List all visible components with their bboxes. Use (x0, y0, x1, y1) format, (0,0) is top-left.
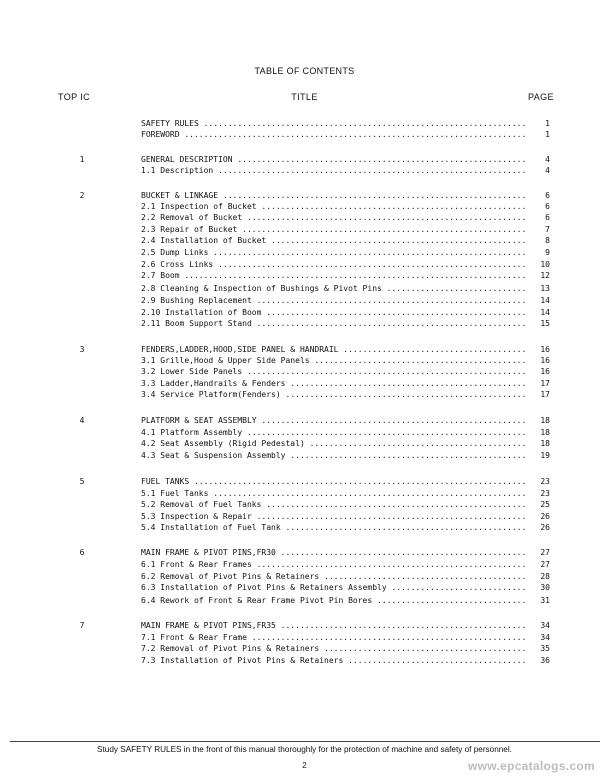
toc-topic-number: 7 (79, 621, 85, 630)
toc-row (0, 259, 609, 270)
toc-row (0, 295, 609, 306)
toc-entry-title: 6.3 Installation of Pivot Pins & Retainers Assembly ..... (141, 582, 525, 593)
column-header-title: TITLE (291, 92, 318, 102)
toc-row (0, 643, 609, 654)
toc-row (0, 522, 609, 533)
toc-entry-title: MAIN FRAME & PIVOT PINS,FR30 ..... (141, 547, 525, 558)
toc-page-number: 26 (540, 523, 550, 532)
toc-entry-title: SAFETY RULES ..... (141, 118, 525, 129)
toc-row (0, 582, 609, 593)
toc-row (0, 307, 609, 318)
toc-entry-title: 2.7 Boom ..... (141, 270, 525, 281)
footer-note: Study SAFETY RULES in the front of this manual thoroughly for the protection of machine and safety of personnel. (97, 745, 512, 754)
toc-page-number: 18 (540, 439, 550, 448)
toc-page-number: 6 (545, 213, 550, 222)
toc-entry-title: 4.3 Seat & Suspension Assembly ..... (141, 450, 525, 461)
toc-entry-title: FOREWORD ..... (141, 129, 525, 140)
toc-row (0, 488, 609, 499)
toc-row (0, 270, 609, 281)
toc-page-number: 18 (540, 428, 550, 437)
toc-page-number: 27 (540, 548, 550, 557)
toc-entry-title: 5.4 Installation of Fuel Tank ..... (141, 522, 525, 533)
toc-topic-number: 2 (79, 191, 85, 200)
toc-row (0, 632, 609, 643)
toc-row (0, 318, 609, 329)
toc-entry-title: 3.4 Service Platform(Fenders) ..... (141, 389, 525, 400)
footer-divider (10, 741, 600, 742)
toc-page-number: 12 (540, 271, 550, 280)
toc-row (0, 201, 609, 212)
toc-page-number: 36 (540, 656, 550, 665)
toc-entry-title: 3.2 Lower Side Panels ..... (141, 366, 525, 377)
toc-row (0, 366, 609, 377)
toc-row (0, 595, 609, 606)
toc-page-number: 6 (545, 191, 550, 200)
toc-page-number: 34 (540, 633, 550, 642)
toc-entry-title: 4.2 Seat Assembly (Rigid Pedestal) ..... (141, 438, 525, 449)
toc-page-number: 15 (540, 319, 550, 328)
toc-page-number: 30 (540, 583, 550, 592)
column-header-page: PAGE (528, 92, 554, 102)
toc-entry-title: 2.5 Dump Links ..... (141, 247, 525, 258)
toc-page-number: 19 (540, 451, 550, 460)
toc-entry-title: FENDERS,LADDER,HOOD,SIDE PANEL & HANDRAIL ..... (141, 344, 525, 355)
toc-entry-title: PLATFORM & SEAT ASSEMBLY ..... (141, 415, 525, 426)
toc-entry-title: 2.2 Removal of Bucket ..... (141, 212, 525, 223)
toc-entry-title: 5.3 Inspection & Repair ..... (141, 511, 525, 522)
toc-row (0, 355, 609, 366)
toc-topic-number: 6 (79, 548, 85, 557)
toc-page-number: 34 (540, 621, 550, 630)
toc-topic-number: 1 (79, 155, 85, 164)
toc-entry-title: FUEL TANKS ..... (141, 476, 525, 487)
toc-entry-title: 7.2 Removal of Pivot Pins & Retainers ..... (141, 643, 525, 654)
page-number: 2 (302, 761, 307, 770)
toc-page-number: 18 (540, 416, 550, 425)
toc-entry-title: 2.11 Boom Support Stand ..... (141, 318, 525, 329)
toc-row (0, 389, 609, 400)
toc-page-number: 17 (540, 390, 550, 399)
toc-row (0, 165, 609, 176)
toc-page-number: 28 (540, 572, 550, 581)
toc-row (0, 118, 609, 129)
toc-entry-title: 2.9 Bushing Replacement ..... (141, 295, 525, 306)
toc-row (0, 620, 609, 631)
toc-row (0, 438, 609, 449)
toc-topic-number: 5 (79, 477, 85, 486)
toc-row (0, 378, 609, 389)
toc-entry-title: 5.2 Removal of Fuel Tanks ..... (141, 499, 525, 510)
toc-page-number: 6 (545, 202, 550, 211)
toc-entry-title: 2.8 Cleaning & Inspection of Bushings & Pivot Pins ..... (141, 283, 525, 294)
toc-page-number: 23 (540, 477, 550, 486)
toc-entry-title: GENERAL DESCRIPTION ..... (141, 154, 525, 165)
toc-page-number: 9 (545, 248, 550, 257)
toc-entry-title: 2.3 Repair of Bucket ..... (141, 224, 525, 235)
toc-page-number: 13 (540, 284, 550, 293)
toc-row (0, 235, 609, 246)
toc-row (0, 415, 609, 426)
toc-page-number: 16 (540, 356, 550, 365)
toc-entry-title: 3.1 Grille,Hood & Upper Side Panels ..... (141, 355, 525, 366)
toc-entry-title: 6.2 Removal of Pivot Pins & Retainers ..... (141, 571, 525, 582)
toc-page-number: 17 (540, 379, 550, 388)
toc-row (0, 154, 609, 165)
toc-entry-title: 6.1 Front & Rear Frames ..... (141, 559, 525, 570)
toc-row (0, 427, 609, 438)
toc-page-number: 27 (540, 560, 550, 569)
toc-entry-title: BUCKET & LINKAGE ..... (141, 190, 525, 201)
toc-row (0, 559, 609, 570)
toc-page-number: 1 (545, 119, 550, 128)
toc-page-number: 16 (540, 367, 550, 376)
toc-page-number: 7 (545, 225, 550, 234)
toc-entry-title: 2.6 Cross Links ..... (141, 259, 525, 270)
toc-entry-title: 6.4 Rework of Front & Rear Frame Pivot Pin Bores ..... (141, 595, 525, 606)
toc-row (0, 247, 609, 258)
toc-entry-title: 2.4 Installation of Bucket ..... (141, 235, 525, 246)
toc-row (0, 476, 609, 487)
toc-entry-title: 2.10 Installation of Boom ..... (141, 307, 525, 318)
toc-topic-number: 3 (79, 345, 85, 354)
toc-entry-title: 7.3 Installation of Pivot Pins & Retainers ..... (141, 655, 525, 666)
toc-page-number: 23 (540, 489, 550, 498)
page-title: TABLE OF CONTENTS (254, 66, 355, 76)
toc-entry-title: 7.1 Front & Rear Frame ..... (141, 632, 525, 643)
toc-row (0, 655, 609, 666)
toc-entry-title: 4.1 Platform Assembly ..... (141, 427, 525, 438)
toc-row (0, 571, 609, 582)
toc-row (0, 499, 609, 510)
toc-page-number: 4 (545, 155, 550, 164)
column-header-topic: TOP IC (58, 92, 91, 102)
toc-page-number: 14 (540, 308, 550, 317)
toc-entry-title: 3.3 Ladder,Handrails & Fenders ..... (141, 378, 525, 389)
toc-entry-title: 1.1 Description ..... (141, 165, 525, 176)
toc-page-number: 8 (545, 236, 550, 245)
toc-row (0, 129, 609, 140)
toc-page-number: 26 (540, 512, 550, 521)
toc-page-number: 35 (540, 644, 550, 653)
toc-entry-title: 5.1 Fuel Tanks ..... (141, 488, 525, 499)
toc-row (0, 511, 609, 522)
toc-page-number: 10 (540, 260, 550, 269)
toc-page-number: 4 (545, 166, 550, 175)
toc-row (0, 224, 609, 235)
watermark: www.epcatalogs.com (468, 759, 595, 773)
toc-row (0, 450, 609, 461)
toc-page-number: 31 (540, 596, 550, 605)
toc-row (0, 283, 609, 294)
toc-row (0, 212, 609, 223)
toc-row (0, 547, 609, 558)
toc-topic-number: 4 (79, 416, 85, 425)
toc-page-number: 25 (540, 500, 550, 509)
toc-row (0, 190, 609, 201)
toc-entry-title: 2.1 Inspection of Bucket ..... (141, 201, 525, 212)
toc-page-number: 1 (545, 130, 550, 139)
toc-page-number: 16 (540, 345, 550, 354)
toc-entry-title: MAIN FRAME & PIVOT PINS,FR35 ..... (141, 620, 525, 631)
toc-row (0, 344, 609, 355)
toc-page-number: 14 (540, 296, 550, 305)
